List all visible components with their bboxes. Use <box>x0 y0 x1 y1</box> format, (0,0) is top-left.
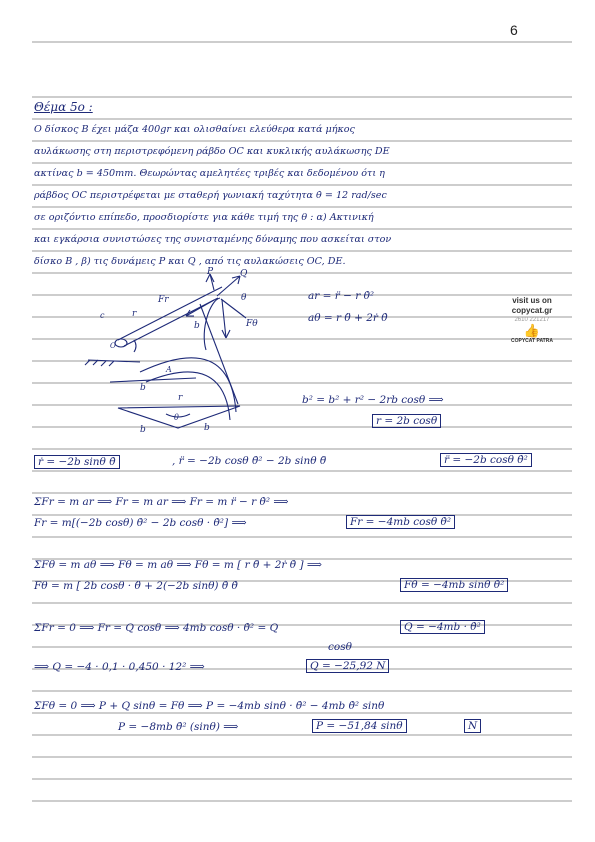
watermark-line2: copycat.gr <box>511 306 553 315</box>
problem-line-1: Ο δίσκος B έχει μάζα 400gr και ολισθαίνει ελεύθερα κατά μήκος <box>34 124 355 135</box>
triangle-label-theta: θ <box>174 413 179 422</box>
eq-Q-value: Q = −25,92 N <box>306 659 389 673</box>
watermark-line1: visit us on <box>512 296 552 305</box>
eq-Q-result: Q = −4mb · θ̇² <box>400 620 485 634</box>
sketch-label-Fr: Fr <box>158 295 169 305</box>
accel-radial: ar = r̈ − r θ̇² <box>308 290 375 302</box>
triangle-label-b1: b <box>140 425 146 435</box>
thumbs-up-icon: 👍 <box>523 323 541 338</box>
copycat-watermark <box>497 296 567 345</box>
accel-transverse: aθ = r θ̈ + 2ṙ θ̇ <box>308 312 388 324</box>
sketch-label-O: O <box>110 342 116 350</box>
eq-P-result: P = −51,84 sinθ <box>312 719 407 733</box>
problem-line-5: σε οριζόντιο επίπεδο, προσδιορίστε για κάθε τιμή της θ : α) Ακτινική <box>34 212 374 223</box>
eq-cos-denominator: cosθ <box>328 641 352 653</box>
triangle-label-b2: b <box>204 423 210 433</box>
eq-P-unit: N <box>464 719 481 733</box>
triangle-label-r: r <box>178 393 183 403</box>
sketch-label-theta: θ <box>241 293 247 303</box>
eq-sumFr-zero: ΣFr = 0 ⟹ Fr = Q cosθ ⟹ 4mb cosθ · θ̇² = Q <box>34 622 279 634</box>
eq-Fr-2: Fr = m[(−2b cosθ) θ̇² − 2b cosθ · θ̇²] ⟹ <box>34 517 247 529</box>
sketch-label-Q: Q <box>240 269 248 279</box>
sketch-label-c: c <box>100 311 105 320</box>
sketch-label-r: r <box>132 309 137 319</box>
sketch-label-Ftheta: Fθ <box>246 319 258 329</box>
eq-rddot: , r̈ = −2b cosθ θ̇² − 2b sinθ θ̈ <box>172 455 327 467</box>
problem-title: Θέμα 5ο : <box>34 100 93 114</box>
problem-line-6: και εγκάρσια συνιστώσες της συνισταμένης δύναμης που ασκείται στον <box>34 234 392 245</box>
eq-r-result: r = 2b cosθ <box>372 414 441 428</box>
eq-sumFtheta-1: ΣFθ = m aθ ⟹ Fθ = m aθ ⟹ Fθ = m [ r θ̈ + 2ṙ θ̇ ] ⟹ <box>34 559 322 571</box>
eq-Q-numeric: ⟹ Q = −4 · 0,1 · 0,450 · 12² ⟹ <box>34 661 205 673</box>
eq-P: P = −8mb θ̇² (sinθ) ⟹ <box>118 721 239 733</box>
eq-sumFr-1: ΣFr = m ar ⟹ Fr = m ar ⟹ Fr = m r̈ − r θ̇² ⟹ <box>34 496 289 508</box>
eq-Ftheta-2: Fθ = m [ 2b cosθ · θ̈ + 2(−2b sinθ) θ̇ θ̇ <box>34 580 238 592</box>
sketch-label-P: P <box>207 267 214 277</box>
watermark-phone: 2610 221217 <box>514 317 550 323</box>
eq-sumFtheta-zero: ΣFθ = 0 ⟹ P + Q sinθ = Fθ ⟹ P = −4mb sinθ · θ̇² − 4mb θ̇² sinθ <box>34 700 385 712</box>
problem-line-4: ράβδος OC περιστρέφεται με σταθερή γωνιακή ταχύτητα θ̇ = 12 rad/sec <box>34 190 387 201</box>
problem-line-3: ακτίνας b = 450mm. Θεωρώντας αμελητέες τριβές και δεδομένου ότι η <box>34 168 385 179</box>
problem-line-7: δίσκο B , β) τις δυνάμεις P και Q , από τις αυλακώσεις OC, DE. <box>34 256 346 267</box>
eq-Ftheta-result: Fθ = −4mb sinθ θ̇² <box>400 578 508 592</box>
eq-rddot-result: r̈ = −2b cosθ θ̇² <box>440 453 532 467</box>
sketch-label-b-diag: b <box>194 321 200 331</box>
watermark-shop: COPYCAT PATRA <box>511 338 553 344</box>
page-number: 6 <box>510 22 518 38</box>
eq-rdot: ṙ = −2b sinθ θ̇ <box>34 455 120 469</box>
eq-law-of-cosines: b² = b² + r² − 2rb cosθ ⟹ <box>302 394 444 406</box>
sketch-label-b-bottom: b <box>140 383 146 393</box>
eq-Fr-result: Fr = −4mb cosθ θ̇² <box>346 515 455 529</box>
sketch-label-A: A <box>166 365 172 374</box>
problem-line-2: αυλάκωσης στη περιστρεφόμενη ράβδο OC και κυκλικής αυλάκωσης DE <box>34 146 390 157</box>
